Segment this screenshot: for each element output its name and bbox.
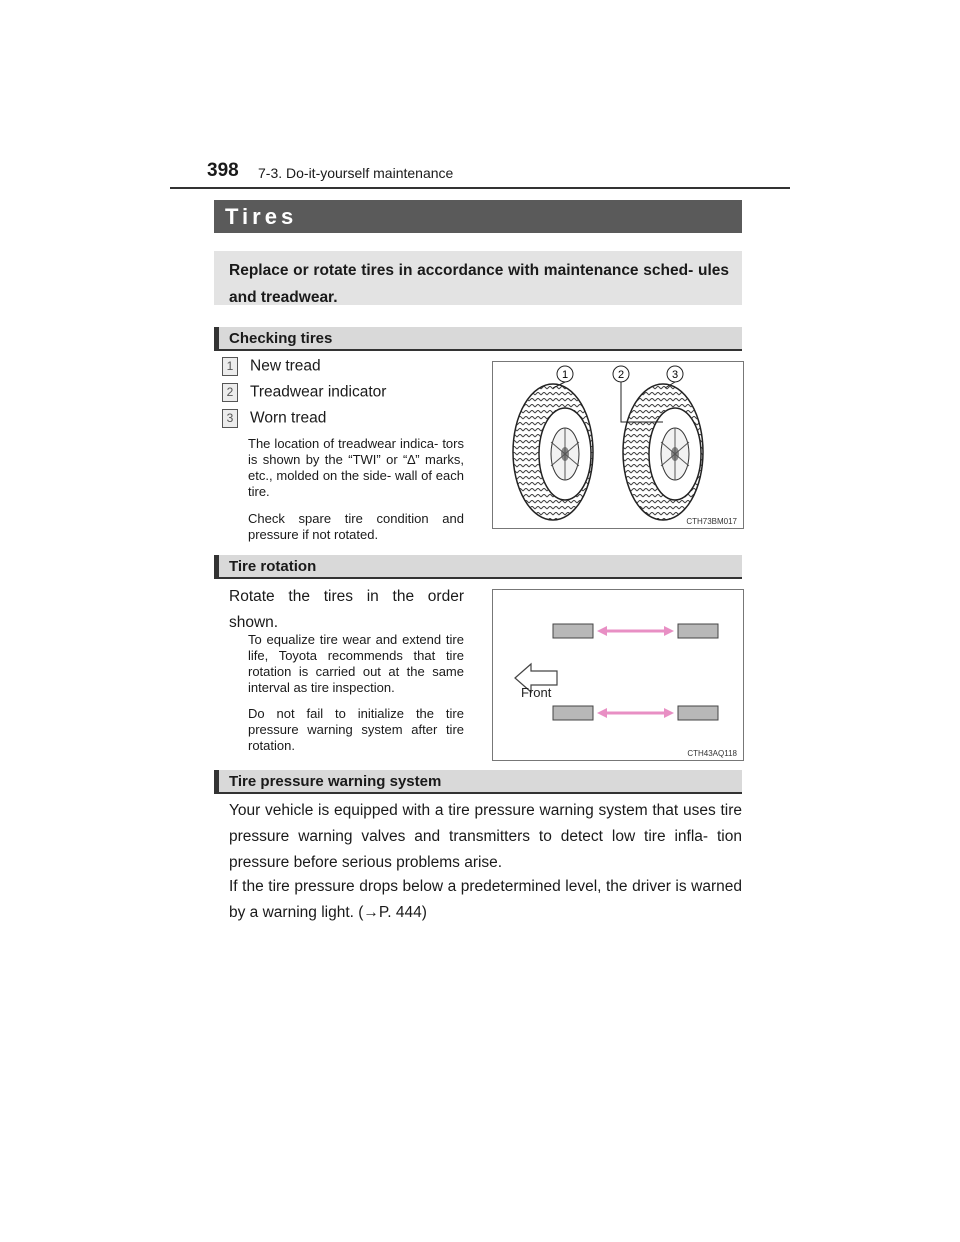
figure-code: CTH73BM017 [686, 517, 737, 526]
list-item-label: New tread [250, 357, 321, 375]
tpws-label: Tire pressure warning system [229, 773, 442, 790]
callout-number: 1 [222, 357, 238, 376]
list-item-label: Worn tread [250, 409, 327, 427]
note-paragraph: Do not fail to initialize the tire pressure warning system after tire rotation. [248, 706, 464, 753]
svg-text:1: 1 [561, 369, 569, 381]
callout-number: 3 [222, 409, 238, 428]
header-rule [170, 187, 790, 189]
tpws-paragraph: Your vehicle is equipped with a tire pressure warning system that uses tire pressure warning valves and transmitters to detect low tire infla- tion pressure before serious problems arise. [229, 802, 742, 871]
rotation-text: Rotate the tires in the order shown. [229, 588, 464, 631]
swap-arrow [597, 708, 674, 718]
rotation-diagram [493, 590, 743, 760]
page-number: 398 [207, 160, 239, 181]
tire-illustration [493, 362, 743, 528]
section-title-bar [214, 200, 742, 233]
chapter-title: 7-3. Do-it-yourself maintenance [258, 165, 454, 181]
tpws-heading [214, 770, 742, 794]
rear-right-tire [678, 706, 718, 720]
figure-code: CTH43AQ118 [687, 749, 737, 758]
front-right-tire [678, 624, 718, 638]
swap-arrow [597, 626, 674, 636]
tpws-paragraph: If the tire pressure drops below a predetermined level, the driver is warned by a warning light. (→P. 444) [229, 878, 742, 921]
list-item [222, 409, 326, 428]
checking-tires-label: Checking tires [229, 330, 333, 347]
tire-rotation-heading [214, 555, 742, 579]
checking-tires-heading [214, 327, 742, 351]
list-item [222, 357, 321, 376]
note-paragraph: To equalize tire wear and extend tire life, Toyota recommends that tire rotation is carried out at the same interval as tire inspection. [248, 632, 464, 695]
tire-rotation-figure [492, 589, 744, 761]
tire-rotation-label: Tire rotation [229, 558, 317, 575]
intro-box [214, 251, 742, 305]
list-item [222, 383, 386, 402]
rear-left-tire [553, 706, 593, 720]
front-label: Front [521, 685, 552, 700]
intro-text: Replace or rotate tires in accordance with maintenance sched- ules and treadwear. [229, 262, 729, 306]
svg-text:2: 2 [617, 369, 625, 381]
tire-tread-figure [492, 361, 744, 529]
note-paragraph: The location of treadwear indica- tors is shown by the “TWI” or “∆” marks, etc., molded on the side- wall of each tire. [248, 436, 464, 499]
page-title: Tires [225, 204, 298, 229]
callout-number: 2 [222, 383, 238, 402]
list-item-label: Treadwear indicator [250, 383, 387, 401]
note-paragraph: Check spare tire condition and pressure if not rotated. [248, 511, 464, 542]
svg-text:3: 3 [671, 369, 679, 381]
front-left-tire [553, 624, 593, 638]
